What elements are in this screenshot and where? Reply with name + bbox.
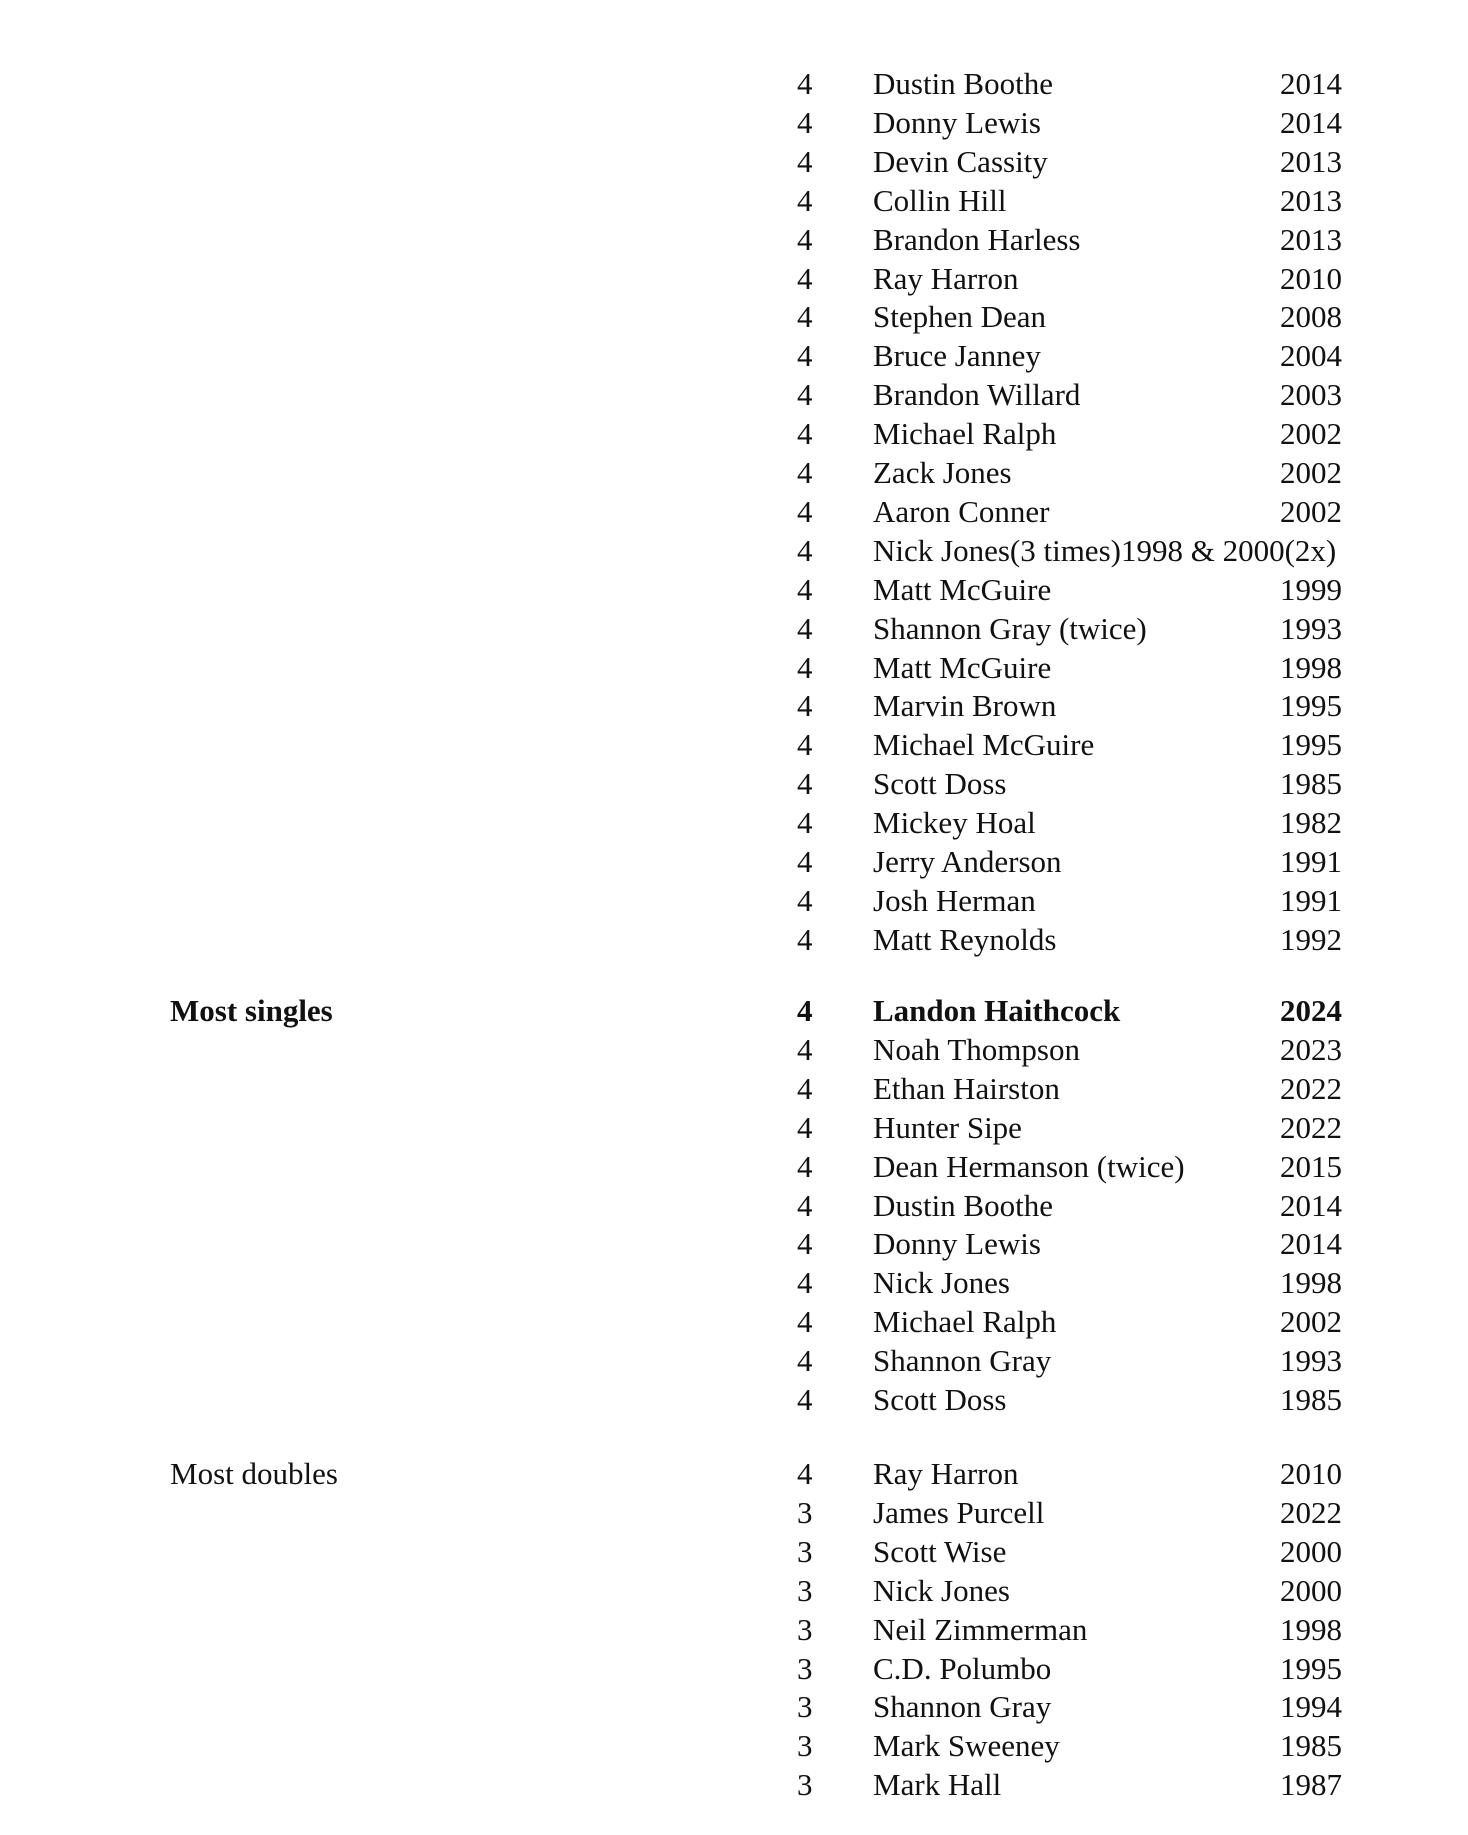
record-year: 1991 <box>1280 844 1342 879</box>
record-count: 4 <box>797 143 813 179</box>
player-name: Matt McGuire <box>873 649 1052 685</box>
record-count: 4 <box>797 610 813 646</box>
record-row <box>0 1147 1468 1186</box>
record-year: 2010 <box>1280 260 1342 296</box>
record-row <box>0 375 1468 414</box>
record-count: 4 <box>797 260 813 296</box>
player-name: Hunter Sipe <box>873 1109 1022 1145</box>
player-name: Donny Lewis <box>873 104 1041 140</box>
record-row <box>0 453 1468 492</box>
player-name: Dustin Boothe <box>873 66 1053 101</box>
record-count: 4 <box>797 493 813 529</box>
record-row <box>0 1687 1468 1726</box>
player-name: James Purcell <box>873 1494 1045 1530</box>
record-count: 4 <box>797 104 813 140</box>
record-count: 4 <box>797 571 813 607</box>
record-row <box>0 1108 1468 1147</box>
record-row <box>0 142 1468 181</box>
record-row <box>0 531 1468 570</box>
player-name: Brandon Harless <box>873 221 1081 257</box>
section-label: Most singles <box>170 993 333 1028</box>
record-row <box>0 1493 1468 1532</box>
record-count: 4 <box>797 1070 813 1106</box>
player-name: Landon Haithcock <box>873 993 1121 1028</box>
record-row <box>0 881 1468 920</box>
record-row <box>0 1302 1468 1341</box>
record-count: 3 <box>797 1572 813 1608</box>
record-year: 2014 <box>1280 1187 1342 1223</box>
record-count: 4 <box>797 532 813 568</box>
record-row <box>0 1454 1468 1493</box>
record-row <box>0 1380 1468 1419</box>
record-year: 2000 <box>1280 1533 1342 1569</box>
record-row <box>0 492 1468 531</box>
player-name: Josh Herman <box>873 882 1036 918</box>
record-count: 4 <box>797 805 813 841</box>
record-year: 1993 <box>1280 610 1342 646</box>
record-year: 2022 <box>1280 1070 1342 1106</box>
record-count: 4 <box>797 1148 813 1184</box>
record-year: 1992 <box>1280 921 1342 957</box>
record-count: 4 <box>797 921 813 957</box>
record-count: 4 <box>797 1031 813 1067</box>
player-name: Aaron Conner <box>873 493 1050 529</box>
record-row <box>0 1726 1468 1765</box>
record-row <box>0 648 1468 687</box>
player-name: Nick Jones <box>873 1265 1010 1301</box>
player-name: Shannon Gray <box>873 1343 1052 1379</box>
record-count: 4 <box>797 299 813 335</box>
record-count: 3 <box>797 1728 813 1764</box>
record-year: 1998 <box>1280 649 1342 685</box>
record-count: 4 <box>797 66 813 101</box>
record-section <box>0 1454 1468 1808</box>
record-count: 4 <box>797 377 813 413</box>
player-name: Matt McGuire <box>873 571 1052 607</box>
record-year: 2004 <box>1280 338 1342 374</box>
record-count: 4 <box>797 766 813 802</box>
record-count: 4 <box>797 844 813 879</box>
record-row <box>0 220 1468 259</box>
record-row <box>0 1571 1468 1610</box>
record-count: 3 <box>797 1611 813 1647</box>
player-name: Shannon Gray (twice) <box>873 610 1147 646</box>
record-count: 4 <box>797 338 813 374</box>
record-count: 4 <box>797 1265 813 1301</box>
record-row <box>0 991 1468 1030</box>
record-row <box>0 1069 1468 1108</box>
player-name: Devin Cassity <box>873 143 1048 179</box>
record-row <box>0 1186 1468 1225</box>
record-count: 4 <box>797 993 813 1028</box>
player-name: Nick Jones <box>873 1572 1010 1608</box>
player-name: Michael McGuire <box>873 727 1095 763</box>
player-name: Mark Hall <box>873 1767 1002 1803</box>
record-year: 2014 <box>1280 1226 1342 1262</box>
player-name: Ray Harron <box>873 1456 1019 1491</box>
record-year: 1991 <box>1280 882 1342 918</box>
record-count: 4 <box>797 221 813 257</box>
record-row <box>0 725 1468 764</box>
record-count: 4 <box>797 1304 813 1340</box>
player-name: C.D. Polumbo <box>873 1650 1052 1686</box>
record-year: 1999 <box>1280 571 1342 607</box>
player-name: Mark Sweeney <box>873 1728 1060 1764</box>
record-year: 1982 <box>1280 805 1342 841</box>
player-name: Jerry Anderson <box>873 844 1062 879</box>
record-row <box>0 1610 1468 1649</box>
player-name: Dustin Boothe <box>873 1187 1053 1223</box>
record-row <box>0 920 1468 959</box>
record-row <box>0 1030 1468 1069</box>
record-section <box>0 64 1468 963</box>
record-row <box>0 764 1468 803</box>
record-year: 1998 <box>1280 1611 1342 1647</box>
record-year: 1987 <box>1280 1767 1342 1803</box>
player-name: Dean Hermanson (twice) <box>873 1148 1185 1184</box>
record-year: 2010 <box>1280 1456 1342 1491</box>
record-section <box>0 991 1468 1423</box>
record-row <box>0 259 1468 298</box>
record-year: 2013 <box>1280 143 1342 179</box>
record-count: 4 <box>797 1109 813 1145</box>
record-year: 2022 <box>1280 1109 1342 1145</box>
record-year: 2013 <box>1280 221 1342 257</box>
record-count: 3 <box>797 1689 813 1725</box>
record-row <box>0 570 1468 609</box>
record-row <box>0 1224 1468 1263</box>
record-row <box>0 297 1468 336</box>
record-count: 4 <box>797 649 813 685</box>
record-count: 4 <box>797 1343 813 1379</box>
record-count: 4 <box>797 727 813 763</box>
record-row <box>0 336 1468 375</box>
player-name: Neil Zimmerman <box>873 1611 1088 1647</box>
record-row <box>0 1341 1468 1380</box>
record-row <box>0 842 1468 881</box>
player-name: Stephen Dean <box>873 299 1047 335</box>
record-row <box>0 414 1468 453</box>
record-year: 1995 <box>1280 688 1342 724</box>
record-row <box>0 1532 1468 1571</box>
record-count: 3 <box>797 1650 813 1686</box>
player-name: Marvin Brown <box>873 688 1057 724</box>
record-count: 4 <box>797 416 813 452</box>
record-count: 4 <box>797 1187 813 1223</box>
record-year: 2003 <box>1280 377 1342 413</box>
record-year: 1995 <box>1280 727 1342 763</box>
record-year: 2002 <box>1280 1304 1342 1340</box>
record-year: 1985 <box>1280 1382 1342 1417</box>
record-row <box>0 181 1468 220</box>
section-label: Most doubles <box>170 1456 338 1491</box>
player-name: Zack Jones <box>873 455 1012 490</box>
record-year: 2024 <box>1280 993 1342 1028</box>
record-row <box>0 1765 1468 1804</box>
record-count: 4 <box>797 1456 813 1491</box>
player-name: Ethan Hairston <box>873 1070 1060 1106</box>
record-count: 3 <box>797 1533 813 1569</box>
player-name: Scott Wise <box>873 1533 1007 1569</box>
record-year: 1985 <box>1280 766 1342 802</box>
record-row <box>0 609 1468 648</box>
player-name: Mickey Hoal <box>873 805 1036 841</box>
record-year: 1985 <box>1280 1728 1342 1764</box>
player-name: Donny Lewis <box>873 1226 1041 1262</box>
record-count: 4 <box>797 882 813 918</box>
record-year: 1995 <box>1280 1650 1342 1686</box>
record-row <box>0 803 1468 842</box>
record-year: 1994 <box>1280 1689 1342 1725</box>
player-name: Ray Harron <box>873 260 1019 296</box>
player-name: Shannon Gray <box>873 1689 1052 1725</box>
record-count: 4 <box>797 688 813 724</box>
record-year: 1998 <box>1280 1265 1342 1301</box>
record-year: 2015 <box>1280 1148 1342 1184</box>
player-name: Collin Hill <box>873 182 1007 218</box>
record-count: 4 <box>797 1382 813 1417</box>
record-count: 4 <box>797 1226 813 1262</box>
record-row <box>0 686 1468 725</box>
record-year: 2014 <box>1280 66 1342 101</box>
player-name: Matt Reynolds <box>873 921 1057 957</box>
record-count: 3 <box>797 1767 813 1803</box>
record-row <box>0 103 1468 142</box>
player-name: Michael Ralph <box>873 416 1057 452</box>
record-year: 2008 <box>1280 299 1342 335</box>
record-count: 3 <box>797 1494 813 1530</box>
record-year: 2000 <box>1280 1572 1342 1608</box>
record-row <box>0 1649 1468 1688</box>
player-name: Michael Ralph <box>873 1304 1057 1340</box>
player-name: Noah Thompson <box>873 1031 1080 1067</box>
record-year: 2014 <box>1280 104 1342 140</box>
record-count: 4 <box>797 455 813 490</box>
player-name: Bruce Janney <box>873 338 1041 374</box>
player-name: Scott Doss <box>873 766 1007 802</box>
record-year: 1993 <box>1280 1343 1342 1379</box>
record-year: 2023 <box>1280 1031 1342 1067</box>
player-name: Brandon Willard <box>873 377 1081 413</box>
record-row <box>0 1263 1468 1302</box>
record-year: 2013 <box>1280 182 1342 218</box>
record-count: 4 <box>797 182 813 218</box>
player-name: Nick Jones(3 times)1998 & 2000(2x) <box>873 532 1337 568</box>
record-year: 2022 <box>1280 1494 1342 1530</box>
player-name: Scott Doss <box>873 1382 1007 1417</box>
record-year: 2002 <box>1280 455 1342 490</box>
record-year: 2002 <box>1280 416 1342 452</box>
record-row <box>0 64 1468 103</box>
record-year: 2002 <box>1280 493 1342 529</box>
